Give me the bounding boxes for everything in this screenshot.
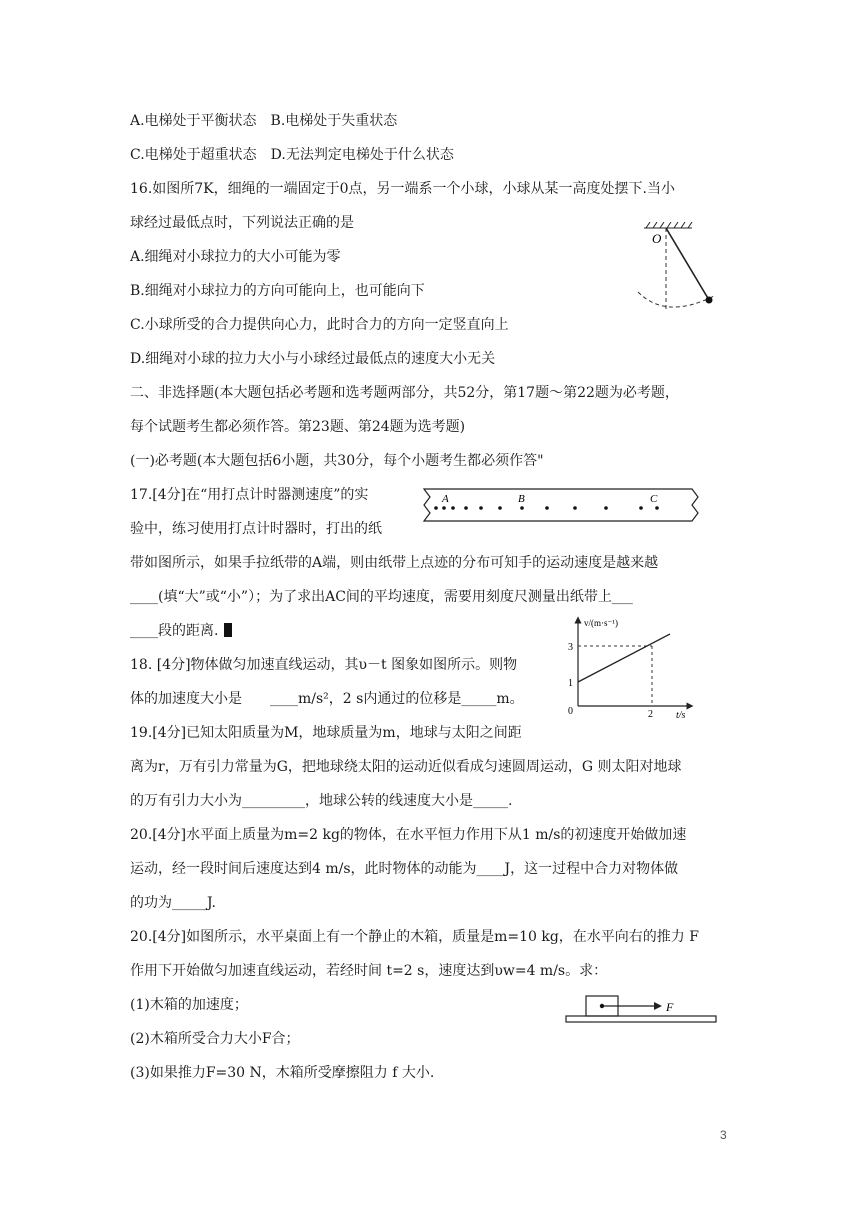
section2-heading-1: 二、非选择题(本大题包括必考题和选考题两部分，共52分，第17题～第22题为必考题， (130, 385, 679, 401)
q18-line-2: 体的加速度大小是 ____m/s²，2 s内通过的位移是_____m。 (130, 691, 524, 707)
q15-options-cd: C.电梯处于超重状态 D.无法判定电梯处于什么状态 (130, 147, 454, 163)
force-label: F (666, 1000, 674, 1014)
page-number: 3 (720, 1128, 727, 1142)
q19-line-2: 离为r，万有引力常量为G，把地球绕太阳的运动近似看成匀速圆周运动，G 则太阳对地球 (130, 759, 682, 775)
paper-tape-figure (420, 484, 704, 524)
q17-line-5: ____段的距离. (130, 621, 232, 641)
q16-option-b: B.细绳对小球拉力的方向可能向上，也可能向下 (130, 283, 425, 299)
q20a-line-2: 运动，经一段时间后速度达到4 m/s，此时物体的动能为____J，这一过程中合力对物体做 (130, 861, 679, 877)
x-axis-label: t/s (676, 710, 686, 720)
tape-label-c: C (650, 493, 658, 505)
q20b-part-3: (3)如果推力F=30 N，木箱所受摩擦阻力 f 大小. (130, 1065, 435, 1081)
cursor-block (224, 623, 232, 637)
box-center-dot (600, 1004, 604, 1008)
y-tick-3: 3 (568, 642, 573, 653)
pendulum-ball (706, 297, 713, 304)
required-section-heading: (一)必考题(本大题包括6小题，共30分，每个小题考生都必须作答" (130, 453, 544, 469)
force-arrow-head (654, 1002, 662, 1010)
q19-line-3: 的万有引力大小为_________，地球公转的线速度大小是_____. (130, 793, 513, 809)
q16-option-a: A.细绳对小球拉力的大小可能为零 (130, 249, 341, 265)
q20b-part-2: (2)木箱所受合力大小F合； (130, 1031, 300, 1047)
tape-label-b: B (518, 493, 525, 505)
pendulum-figure (636, 222, 736, 318)
section2-heading-2: 每个试题考生都必须作答。第23题、第24题为选考题) (130, 419, 466, 435)
q19-line-1: 19.[4分]已知太阳质量为M，地球质量为m，地球与太阳之间距 (130, 725, 522, 741)
q16-stem-2: 球经过最低点时，下列说法正确的是 (130, 215, 354, 231)
tape-label-a: A (442, 493, 449, 505)
q17-line-2: 验中，练习使用打点计时器时，打出的纸 (130, 521, 382, 537)
q20b-line-2: 作用下开始做匀加速直线运动，若经时间 t=2 s，速度达到υw=4 m/s。求： (130, 963, 608, 979)
q20a-line-3: 的功为_____J. (130, 895, 216, 911)
x-tick-2: 2 (648, 709, 653, 720)
y-axis-label: v/(m·s⁻¹) (584, 618, 618, 628)
velocity-line (578, 634, 670, 682)
vt-graph (552, 614, 702, 720)
box-force-figure (564, 990, 720, 1026)
q16-stem-1: 16.如图所7K，细绳的一端固定于0点，另一端系一个小球，小球从某一高度处摆下.当小 (130, 181, 675, 197)
q16-option-d: D.细绳对小球的拉力大小与小球经过最低点的速度大小无关 (130, 351, 496, 367)
q20b-line-1: 20.[4分]如图所示，水平桌面上有一个静止的木箱，质量是m=10 kg，在水平向右的推力 F (130, 929, 699, 945)
ceiling-hatch (644, 222, 692, 228)
q17-line-3: 带如图所示，如果手拉纸带的A端，则由纸带上点迹的分布可知手的运动速度是越来越 (130, 555, 659, 571)
q17-line-4: ____(填“大”或“小”）；为了求出AC间的平均速度，需要用刻度尺测量出纸带上___ (130, 589, 633, 605)
swing-arc (638, 292, 714, 307)
q17-line-1: 17.[4分]在“用打点计时器测速度”的实 (130, 487, 369, 503)
q20a-line-1: 20.[4分]水平面上质量为m=2 kg的物体，在水平恒力作用下从1 m/s的初速度开始做加速 (130, 827, 687, 843)
table-surface (566, 1016, 716, 1022)
q18-line-1: 18. [4分]物体做匀加速直线运动，其υ－t 图象如图所示。则物 (130, 657, 518, 673)
pivot-label: O (652, 231, 662, 246)
y-tick-1: 1 (568, 678, 573, 689)
q16-option-c: C.小球所受的合力提供向心力，此时合力的方向一定竖直向上 (130, 317, 509, 333)
tape-dots (434, 506, 659, 510)
q15-options-ab: A.电梯处于平衡状态 B.电梯处于失重状态 (130, 113, 398, 129)
q20b-part-1: (1)木箱的加速度； (130, 997, 248, 1013)
rope-line (666, 228, 709, 300)
origin-label: 0 (568, 706, 573, 717)
